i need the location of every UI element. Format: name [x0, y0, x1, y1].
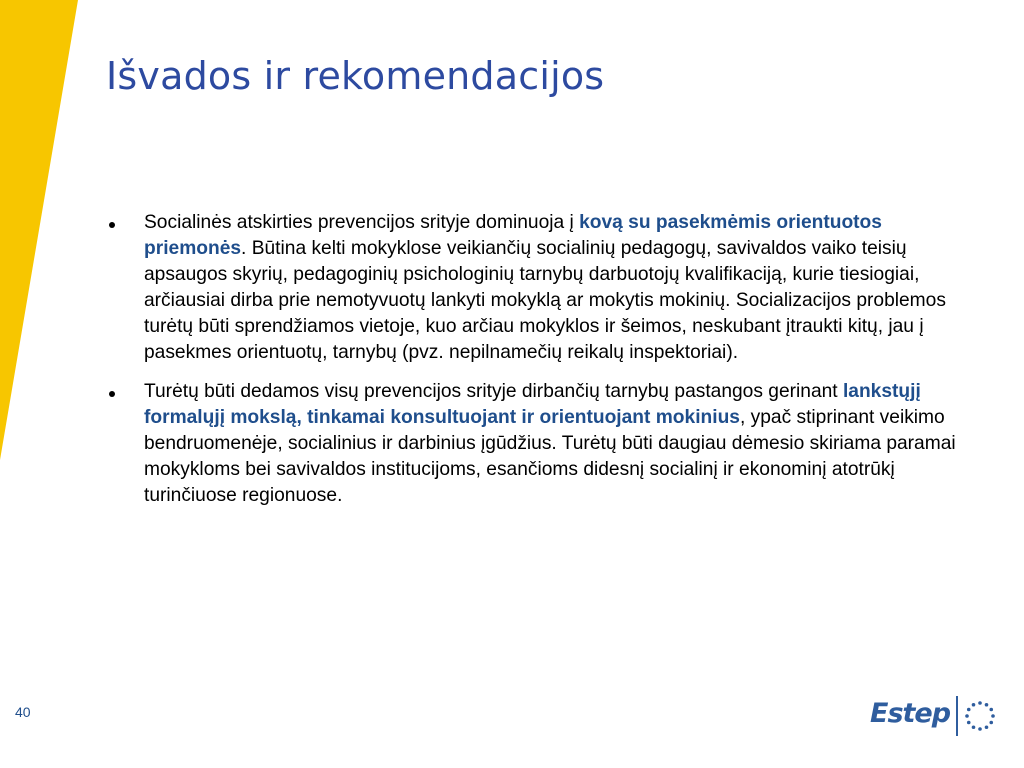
logo-star	[972, 703, 976, 707]
bullet-highlight: lankstųjį formalųjį mokslą, tinkamai konsultuojant ir orientuojant mokinius	[144, 380, 921, 428]
logo-star	[972, 725, 976, 729]
logo-star	[991, 714, 995, 718]
logo-star	[985, 725, 989, 729]
yellow-accent-stripe	[0, 0, 90, 470]
logo-star	[985, 703, 989, 707]
page-number: 40	[15, 704, 31, 720]
logo-star	[965, 714, 969, 718]
logo-star	[978, 727, 982, 731]
logo-divider	[956, 696, 958, 736]
logo-star	[978, 701, 982, 705]
logo-star	[989, 708, 993, 712]
estep-logo	[870, 694, 1000, 740]
bullet-text-part: . Būtina kelti mokyklose veikiančių socialinių pedagogų, savivaldos vaiko teisių apsaugos skyrių, pedagoginių psichologinių tarnybų darbuotojų kvalifikaciją, kurie tiesiogiai, arčiausiai dirba prie nemotyvuotų lankyti mokyklą ar mokytis mokinių. Socializacijos problemos turėtų būti sprendžiamos vietoje, kuo arčiau mokyklos ir šeimos, neskubant įtraukti kitų, jau į pasekmes orientuotų, tarnybų (pvz. nepilnamečių reikalų inspektoriai).	[144, 238, 946, 364]
bullet-text-part: Turėtų būti dedamos visų prevencijos srityje dirbančių tarnybų pastangos gerinant	[144, 380, 843, 402]
slide-title: Išvados ir rekomendacijos	[106, 54, 605, 98]
logo-star	[989, 721, 993, 725]
bullet-text-part: Socialinės atskirties prevencijos srityje dominuoja į	[144, 212, 580, 233]
bullet-text-part: , ypač stiprinant veikimo bendruomenėje, socialinius ir darbinius įgūdžius. Turėtų būti daugiau dėmesio skiriama paramai mokykloms bei savivaldos institucijoms, esančioms didesnį socialinį ir ekonominį atotrūkį turinčiuose regionuose.	[144, 406, 956, 506]
eu-stars-icon	[962, 698, 998, 734]
logo-star	[967, 708, 971, 712]
bullet-highlight: kovą su pasekmėmis orientuotos priemonės	[144, 212, 882, 260]
bullet-text	[144, 379, 960, 509]
bullet-item	[100, 379, 960, 509]
bullet-dot-icon	[109, 222, 115, 228]
bullet-text	[144, 210, 960, 367]
bullet-dot-icon	[109, 391, 115, 397]
logo-text: Estep	[870, 698, 951, 729]
bullet-item	[100, 210, 960, 367]
bullet-list	[100, 210, 960, 521]
logo-star	[967, 721, 971, 725]
